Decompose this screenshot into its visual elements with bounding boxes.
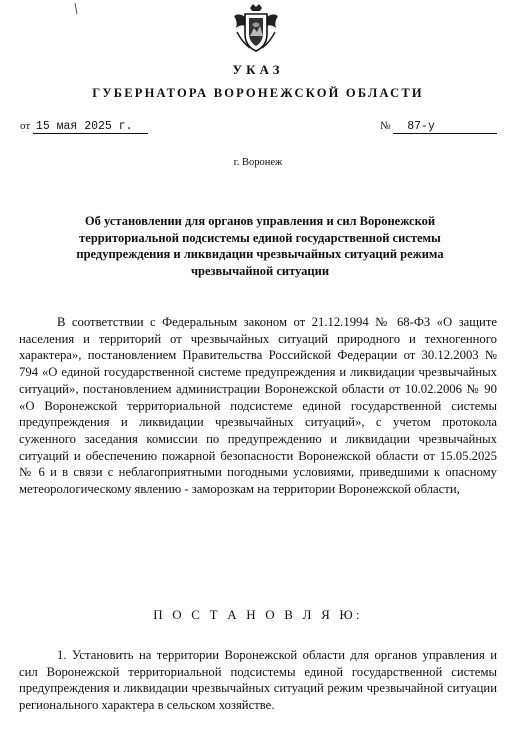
number-value: 87-у bbox=[393, 120, 497, 134]
issuer-title: ГУБЕРНАТОРА ВОРОНЕЖСКОЙ ОБЛАСТИ bbox=[92, 86, 424, 100]
coat-of-arms-icon bbox=[230, 2, 282, 54]
number-field bbox=[380, 120, 497, 134]
pen-mark-icon bbox=[73, 2, 79, 16]
city-label: г. Воронеж bbox=[233, 157, 283, 168]
title-line: Об установлении для органов управления и сил Воронежской bbox=[84, 214, 436, 228]
date-value: 15 мая 2025 г. bbox=[33, 120, 148, 134]
document-type: УКАЗ bbox=[232, 62, 284, 77]
document-title bbox=[40, 213, 480, 279]
title-line: территориальной подсистемы единой государственной системы bbox=[79, 230, 441, 245]
preamble-paragraph bbox=[19, 314, 497, 498]
number-label: № bbox=[380, 120, 391, 132]
decree-heading: П О С Т А Н О В Л Я Ю: bbox=[153, 607, 363, 622]
decree-item-1 bbox=[19, 647, 497, 714]
date-label: от bbox=[20, 120, 31, 132]
title-line: предупреждения и ликвидации чрезвычайных ситуаций режима bbox=[76, 247, 444, 261]
item-1-text: 1. Установить на территории Воронежской области для органов управления и сил Воронежской территориальной подсистемы единой государственной системы предупреждения и ликвидации чрезвычайных ситуаций режим чрезвычайной ситуации регионального характера в сельском хозяйстве. bbox=[19, 648, 497, 713]
preamble-text: В соответствии с Федеральным законом от 21.12.1994 № 68-ФЗ «О защите населения и территорий от чрезвычайных ситуаций природного и техногенного характера», постановлением Правительства Российской Федерации от 30.12.2003 № 794 «О единой государственной системе предупреждения и ликвидации чрезвычайных ситуаций», постановлением администрации Воронежской области от 10.02.2006 № 90 «О Воронежской территориальной подсистеме единой государственной системы предупреждения и ликвидации чрезвычайных ситуаций», с учетом протокола суженного заседания комиссии по предупреждению и ликвидации чрезвычайных ситуаций и обеспечению пожарной безопасности Воронежской области от 15.05.2025 № 6 и в связи с неблагоприятными погодными условиями, приведшими к опасному метеорологическому явлению - заморозкам на территории Воронежской области, bbox=[19, 315, 497, 497]
date-field bbox=[20, 120, 148, 134]
title-line: чрезвычайной ситуации bbox=[190, 263, 330, 278]
